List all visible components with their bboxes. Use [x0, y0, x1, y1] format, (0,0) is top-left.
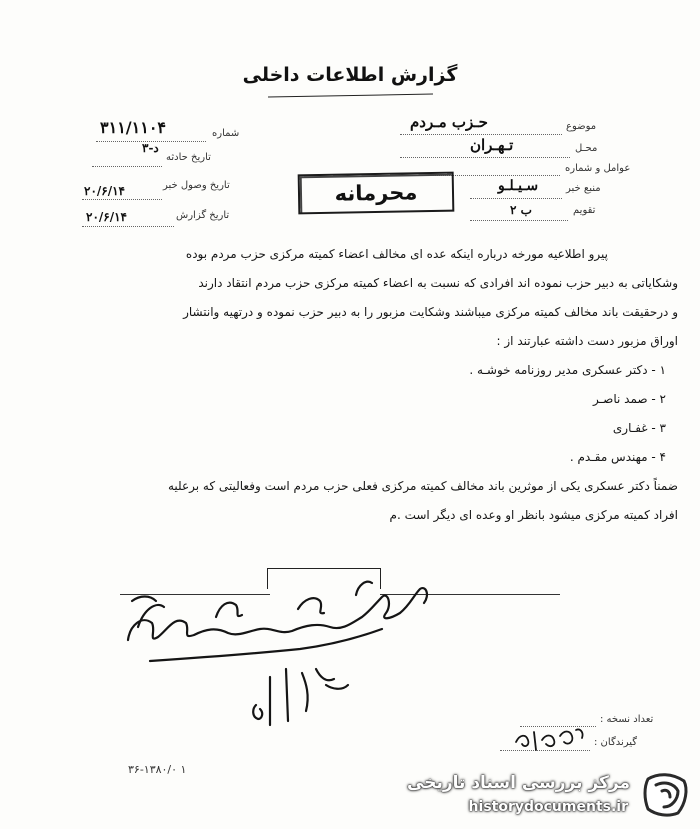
manba-dotline [470, 198, 562, 199]
body-line-4: اوراق مزبور دست داشته عبارتند از : [496, 334, 678, 348]
taghvim-label: تقویم [573, 205, 596, 216]
archive-logo-icon [638, 769, 694, 821]
mozoo-label: موضوع [566, 121, 597, 132]
shomare-value: ۳۱۱/۱۱۰۴ [100, 118, 166, 137]
list-item: ۳ - غفـاری [612, 421, 666, 435]
taghvim-value: ب ۲ [510, 203, 532, 217]
mozoo-dotline [400, 134, 562, 135]
confidential-stamp: محرمانه [298, 172, 455, 215]
body-line-2: وشکایاتی به دبیر حزب نموده اند افرادی که نسبت به اعضاء کمیته مرکزی حزب مردم انتقاد دارند [198, 276, 678, 290]
document-title: گزارش اطلاعات داخلی [242, 64, 458, 86]
shomare-sub-value: د-۳ [142, 141, 159, 155]
body-line-5: ضمناً دکتر عسکری یکی از موثرین باند مخالف کمیته مرکزی فعلی حزب مردم است وفعالیتی که برعلیه [167, 479, 678, 493]
watermark-logo [407, 765, 700, 825]
title-underline [268, 94, 433, 98]
tarikh-gozaresh-dotline [82, 226, 174, 227]
mahal-dotline [400, 157, 570, 158]
manba-value: سـیـلـو [498, 178, 539, 194]
mozoo-value: حـزب مـردم [410, 113, 488, 131]
body-line-6: افراد کمیته مرکزی میشود بانظر او وعده ای دیگر است .م [389, 508, 678, 522]
list-item: ۲ - صمد ناصـر [593, 392, 666, 406]
avamel-label: عوامل و شماره [565, 163, 631, 174]
tarikh-hadeseh-label: تاریخ حادثه [166, 152, 211, 163]
list-item: ۴ - مهندس مقـدم . [569, 450, 666, 464]
body-line-1: پیرو اطلاعیه مورخه درباره اینکه عده ای مخالف اعضاء کمیته مرکزی حزب مردم بوده [185, 247, 608, 261]
girandegan-label: گیرندگان : [594, 737, 638, 748]
mahal-label: محـل [575, 143, 598, 154]
tarikh-hadeseh-dotline [92, 166, 162, 167]
list-item: ۱ - دکتر عسکری مدیر روزنامه خوشـه . [469, 363, 666, 377]
handwritten-girandegan-note [510, 722, 590, 758]
tarikh-gozaresh-value: ۲۰/۶/۱۴ [86, 210, 127, 224]
manba-label: منبع خبر [566, 183, 601, 194]
report-body [58, 240, 678, 530]
document-reference-code: ۳۶-۱۳۸۰/۰ ۱ [128, 763, 187, 776]
handwritten-signature [120, 565, 440, 740]
shomare-label: شماره [212, 128, 240, 139]
body-line-3: و درحقیقت باند مخالف کمیته مرکزی میباشند وشکایت مزبور را به دبیر حزب نموده و درتهیه وانتشار [183, 305, 678, 319]
tedad-noskhe-label: تعداد نسخه : [600, 714, 654, 725]
tarikh-gozaresh-label: تاریخ گزارش [176, 210, 230, 221]
mahal-value: تـهـران [470, 136, 514, 154]
watermark-url: historydocuments.ir [468, 799, 628, 815]
taghvim-dotline [470, 220, 568, 221]
tarikh-vosool-value: ۲۰/۶/۱۴ [84, 184, 125, 198]
tarikh-vosool-label: تاریخ وصول خبر [163, 180, 230, 191]
watermark-name: مرکز بررسی اسناد تاریخی [407, 773, 630, 793]
tarikh-vosool-dotline [82, 199, 162, 200]
